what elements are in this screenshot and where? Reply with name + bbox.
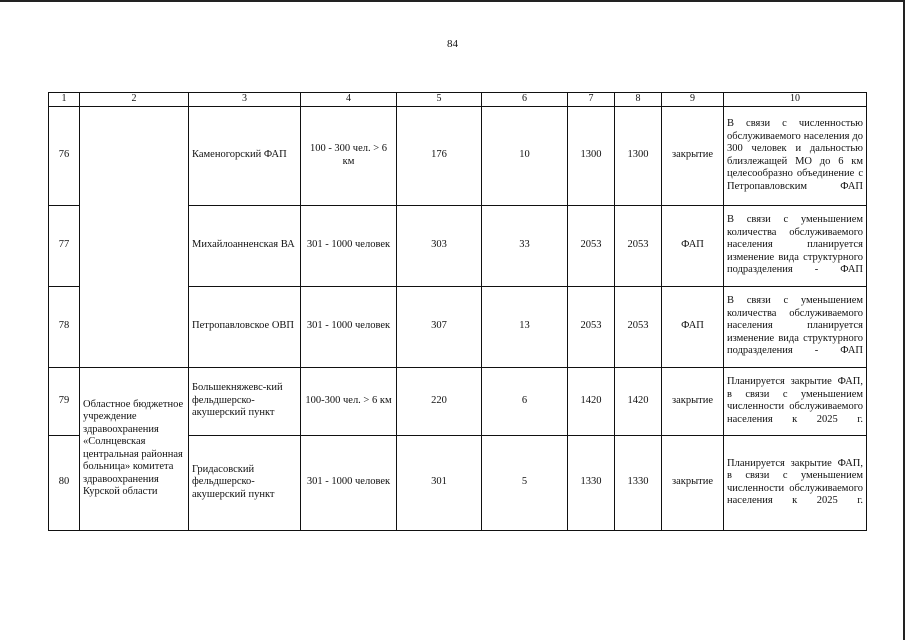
organization-name: Областное бюджетное учреждение здравоохранения «Солнцевская центральная районная больница» комитета здравоохранения Курской области [80, 367, 189, 530]
value-col5: 176 [397, 106, 482, 205]
action: закрытие [662, 435, 724, 530]
note-cell [724, 435, 867, 530]
table-row [49, 367, 867, 435]
value-col8: 1300 [615, 106, 662, 205]
column-number: 10 [724, 93, 867, 107]
population-range: 301 - 1000 человек [301, 205, 397, 286]
note-cell [724, 106, 867, 205]
value-col6: 6 [482, 367, 568, 435]
row-number: 78 [49, 286, 80, 367]
value-col5: 303 [397, 205, 482, 286]
column-number: 8 [615, 93, 662, 107]
value-col8: 1420 [615, 367, 662, 435]
note-cell [724, 286, 867, 367]
value-col6: 33 [482, 205, 568, 286]
column-number: 3 [189, 93, 301, 107]
note-text: Планируется закрытие ФАП, в связи с уменьшением численности обслуживаемого населения к 2025 г. [727, 376, 863, 425]
column-number-row [49, 93, 867, 107]
population-range: 301 - 1000 человек [301, 286, 397, 367]
action: закрытие [662, 367, 724, 435]
value-col5: 220 [397, 367, 482, 435]
value-col7: 1300 [568, 106, 615, 205]
population-range: 100 - 300 чел. > 6 км [301, 106, 397, 205]
facility-name: Большекняжевс-кий фельдшерско-акушерский пункт [189, 367, 301, 435]
facility-name: Петропавловское ОВП [189, 286, 301, 367]
row-number: 79 [49, 367, 80, 435]
value-col7: 1420 [568, 367, 615, 435]
facility-name: Каменогорский ФАП [189, 106, 301, 205]
action: закрытие [662, 106, 724, 205]
facility-name: Гридасовский фельдшерско-акушерский пункт [189, 435, 301, 530]
org-cell-empty [80, 106, 189, 367]
column-number: 9 [662, 93, 724, 107]
note-text: В связи с численностью обслуживаемого населения до 300 человек и дальностью близлежащей МО до 6 км целесообразно объединение с Петропавловским ФАП [727, 118, 863, 192]
row-number: 76 [49, 106, 80, 205]
note-cell [724, 367, 867, 435]
value-col6: 10 [482, 106, 568, 205]
value-col8: 1330 [615, 435, 662, 530]
facility-name: Михайлоанненская ВА [189, 205, 301, 286]
column-number: 2 [80, 93, 189, 107]
value-col7: 2053 [568, 286, 615, 367]
value-col6: 5 [482, 435, 568, 530]
column-number: 7 [568, 93, 615, 107]
value-col8: 2053 [615, 286, 662, 367]
value-col6: 13 [482, 286, 568, 367]
value-col8: 2053 [615, 205, 662, 286]
note-text: Планируется закрытие ФАП, в связи с уменьшением численности обслуживаемого населения к 2025 г. [727, 457, 863, 506]
value-col5: 301 [397, 435, 482, 530]
note-cell [724, 205, 867, 286]
facilities-table [48, 92, 867, 531]
population-range: 301 - 1000 человек [301, 435, 397, 530]
column-number: 4 [301, 93, 397, 107]
value-col7: 2053 [568, 205, 615, 286]
column-number: 5 [397, 93, 482, 107]
page-number: 84 [447, 38, 458, 50]
column-number: 6 [482, 93, 568, 107]
value-col7: 1330 [568, 435, 615, 530]
value-col5: 307 [397, 286, 482, 367]
action: ФАП [662, 286, 724, 367]
row-number: 77 [49, 205, 80, 286]
row-number: 80 [49, 435, 80, 530]
scan-edge-top [0, 0, 905, 2]
population-range: 100-300 чел. > 6 км [301, 367, 397, 435]
table-row [49, 106, 867, 205]
column-number: 1 [49, 93, 80, 107]
note-text: В связи с уменьшением количества обслуживаемого населения планируется изменение вида структурного подразделения - ФАП [727, 214, 863, 276]
note-text: В связи с уменьшением количества обслуживаемого населения планируется изменение вида структурного подразделения - ФАП [727, 295, 863, 357]
action: ФАП [662, 205, 724, 286]
